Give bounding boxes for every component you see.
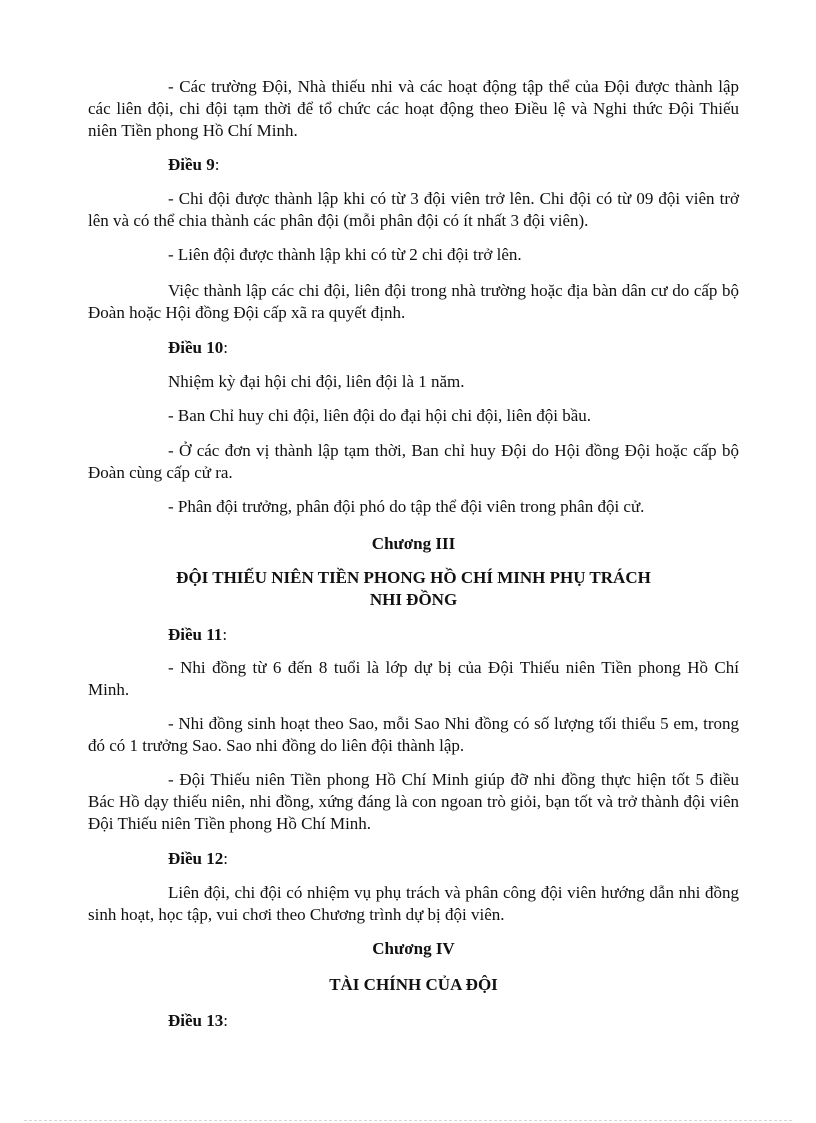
paragraph: - Nhi đồng từ 6 đến 8 tuổi là lớp dự bị của Đội Thiếu niên Tiền phong Hồ Chí Minh. bbox=[88, 658, 739, 699]
chapter-title-line: NHI ĐỒNG bbox=[369, 590, 458, 609]
article-heading-colon: : bbox=[223, 849, 228, 868]
article-heading-text: Điều 11 bbox=[168, 625, 223, 644]
article-heading-colon: : bbox=[222, 625, 228, 644]
paragraph: - Ở các đơn vị thành lập tạm thời, Ban chỉ huy Đội do Hội đồng Đội hoặc cấp bộ Đoàn cùng cấp cử ra. bbox=[88, 441, 739, 482]
paragraph: - Liên đội được thành lập khi có từ 2 chi đội trở lên. bbox=[168, 245, 522, 264]
article-heading-10 bbox=[168, 337, 816, 359]
article-heading-12 bbox=[168, 848, 816, 870]
paragraph: Việc thành lập các chi đội, liên đội trong nhà trường hoặc địa bàn dân cư do cấp bộ Đoàn hoặc Hội đồng Đội cấp xã ra quyết định. bbox=[88, 281, 739, 322]
article-heading-11 bbox=[168, 624, 816, 646]
chapter-title: TÀI CHÍNH CỦA ĐỘI bbox=[329, 975, 498, 994]
article-heading-9 bbox=[168, 154, 816, 176]
article-heading-colon: : bbox=[214, 155, 220, 174]
chapter-label: Chương IV bbox=[372, 939, 455, 958]
paragraph: Nhiệm kỳ đại hội chi đội, liên đội là 1 năm. bbox=[168, 372, 465, 391]
paragraph: - Chi đội được thành lập khi có từ 3 đội viên trở lên. Chi đội có từ 09 đội viên trở lên và có thể chia thành các phân đội (mỗi phân đội có ít nhất 3 đội viên). bbox=[88, 189, 739, 230]
paragraph: - Các trường Đội, Nhà thiếu nhi và các hoạt động tập thể của Đội được thành lập các liên đội, chi đội tạm thời để tổ chức các hoạt động theo Điều lệ và Nghi thức Đội Thiếu niên Tiền phong Hồ Chí Minh. bbox=[88, 77, 739, 140]
paragraph: Liên đội, chi đội có nhiệm vụ phụ trách và phân công đội viên hướng dẫn nhi đồng sinh hoạt, học tập, vui chơi theo Chương trình dự bị đội viên. bbox=[88, 883, 739, 924]
page-bottom-border bbox=[24, 1120, 792, 1121]
article-heading-text: Điều 9 bbox=[168, 155, 215, 174]
article-heading-text: Điều 10 bbox=[168, 338, 224, 357]
paragraph: - Ban Chỉ huy chi đội, liên đội do đại hội chi đội, liên đội bầu. bbox=[168, 406, 592, 425]
chapter-title bbox=[88, 567, 739, 611]
article-heading-colon: : bbox=[223, 1011, 228, 1030]
chapter-title-line: ĐỘI THIẾU NIÊN TIỀN PHONG HỒ CHÍ MINH PHỤ TRÁCH bbox=[176, 568, 651, 587]
chapter-label: Chương III bbox=[371, 534, 456, 553]
article-heading-13 bbox=[168, 1010, 816, 1032]
article-heading-text: Điều 13 bbox=[168, 1011, 224, 1030]
paragraph: - Nhi đồng sinh hoạt theo Sao, mỗi Sao Nhi đồng có số lượng tối thiểu 5 em, trong đó có 1 trưởng Sao. Sao nhi đồng do liên đội thành lập. bbox=[88, 714, 739, 755]
paragraph: - Phân đội trưởng, phân đội phó do tập thể đội viên trong phân đội cử. bbox=[168, 497, 645, 516]
article-heading-colon: : bbox=[223, 338, 228, 357]
article-heading-text: Điều 12 bbox=[168, 849, 224, 868]
paragraph: - Đội Thiếu niên Tiền phong Hồ Chí Minh giúp đỡ nhi đồng thực hiện tốt 5 điều Bác Hồ dạy thiếu niên, nhi đồng, xứng đáng là con ngoan trò giỏi, bạn tốt và trở thành đội viên Đội Thiếu niên Tiền phong Hồ Chí Minh. bbox=[88, 770, 739, 833]
